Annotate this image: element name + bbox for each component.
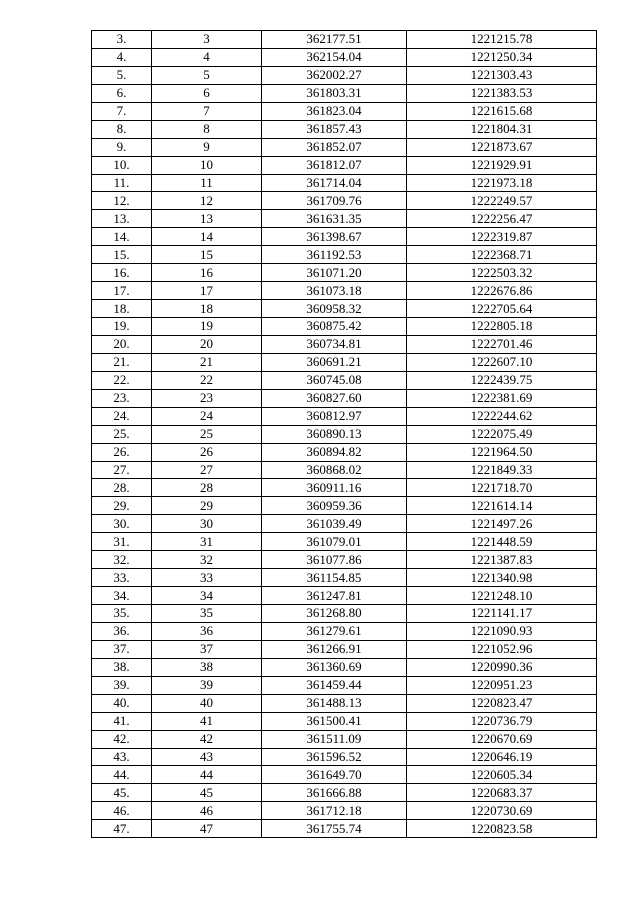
table-row: [92, 640, 597, 658]
point-number-cell: 14: [152, 228, 262, 246]
point-number-cell: 39: [152, 676, 262, 694]
y-coordinate-cell: 1221849.33: [407, 461, 597, 479]
table-row: [92, 246, 597, 264]
point-number-cell: 26: [152, 443, 262, 461]
row-index-cell: 16.: [92, 264, 152, 282]
y-coordinate-cell: 1222256.47: [407, 210, 597, 228]
row-index-cell: 11.: [92, 174, 152, 192]
row-index-cell: 30.: [92, 515, 152, 533]
table-row: [92, 389, 597, 407]
y-coordinate-cell: 1221964.50: [407, 443, 597, 461]
row-index-cell: 15.: [92, 246, 152, 264]
row-index-cell: 7.: [92, 102, 152, 120]
point-number-cell: 35: [152, 605, 262, 623]
point-number-cell: 31: [152, 533, 262, 551]
table-row: [92, 407, 597, 425]
table-row: [92, 766, 597, 784]
table-row: [92, 66, 597, 84]
point-number-cell: 3: [152, 31, 262, 49]
row-index-cell: 6.: [92, 84, 152, 102]
table-row: [92, 138, 597, 156]
x-coordinate-cell: 361666.88: [262, 784, 407, 802]
row-index-cell: 27.: [92, 461, 152, 479]
row-index-cell: 13.: [92, 210, 152, 228]
row-index-cell: 21.: [92, 353, 152, 371]
x-coordinate-cell: 361398.67: [262, 228, 407, 246]
x-coordinate-cell: 361823.04: [262, 102, 407, 120]
table-row: [92, 622, 597, 640]
table-row: [92, 371, 597, 389]
point-number-cell: 23: [152, 389, 262, 407]
table-row: [92, 48, 597, 66]
y-coordinate-cell: 1221929.91: [407, 156, 597, 174]
point-number-cell: 29: [152, 497, 262, 515]
table-row: [92, 84, 597, 102]
x-coordinate-cell: 360827.60: [262, 389, 407, 407]
x-coordinate-cell: 360745.08: [262, 371, 407, 389]
table-row: [92, 282, 597, 300]
x-coordinate-cell: 360911.16: [262, 479, 407, 497]
row-index-cell: 35.: [92, 605, 152, 623]
table-row: [92, 353, 597, 371]
point-number-cell: 8: [152, 120, 262, 138]
x-coordinate-cell: 361709.76: [262, 192, 407, 210]
row-index-cell: 36.: [92, 622, 152, 640]
y-coordinate-cell: 1220951.23: [407, 676, 597, 694]
point-number-cell: 16: [152, 264, 262, 282]
table-row: [92, 461, 597, 479]
table-row: [92, 820, 597, 838]
table-row: [92, 712, 597, 730]
y-coordinate-cell: 1220646.19: [407, 748, 597, 766]
point-number-cell: 7: [152, 102, 262, 120]
y-coordinate-cell: 1222368.71: [407, 246, 597, 264]
point-number-cell: 19: [152, 318, 262, 336]
y-coordinate-cell: 1221448.59: [407, 533, 597, 551]
point-number-cell: 30: [152, 515, 262, 533]
y-coordinate-cell: 1220670.69: [407, 730, 597, 748]
table-row: [92, 784, 597, 802]
y-coordinate-cell: 1221614.14: [407, 497, 597, 515]
y-coordinate-cell: 1220990.36: [407, 658, 597, 676]
table-row: [92, 748, 597, 766]
x-coordinate-cell: 361803.31: [262, 84, 407, 102]
x-coordinate-cell: 361073.18: [262, 282, 407, 300]
table-row: [92, 31, 597, 49]
x-coordinate-cell: 361268.80: [262, 605, 407, 623]
point-number-cell: 38: [152, 658, 262, 676]
point-number-cell: 45: [152, 784, 262, 802]
x-coordinate-cell: 361459.44: [262, 676, 407, 694]
row-index-cell: 28.: [92, 479, 152, 497]
y-coordinate-cell: 1221804.31: [407, 120, 597, 138]
point-number-cell: 40: [152, 694, 262, 712]
table-row: [92, 551, 597, 569]
point-number-cell: 5: [152, 66, 262, 84]
point-number-cell: 24: [152, 407, 262, 425]
y-coordinate-cell: 1221248.10: [407, 587, 597, 605]
point-number-cell: 36: [152, 622, 262, 640]
x-coordinate-cell: 362002.27: [262, 66, 407, 84]
point-number-cell: 32: [152, 551, 262, 569]
point-number-cell: 11: [152, 174, 262, 192]
y-coordinate-cell: 1221250.34: [407, 48, 597, 66]
y-coordinate-cell: 1222439.75: [407, 371, 597, 389]
row-index-cell: 18.: [92, 300, 152, 318]
row-index-cell: 17.: [92, 282, 152, 300]
row-index-cell: 40.: [92, 694, 152, 712]
row-index-cell: 24.: [92, 407, 152, 425]
row-index-cell: 37.: [92, 640, 152, 658]
row-index-cell: 34.: [92, 587, 152, 605]
point-number-cell: 20: [152, 335, 262, 353]
table-row: [92, 479, 597, 497]
x-coordinate-cell: 362177.51: [262, 31, 407, 49]
x-coordinate-cell: 361247.81: [262, 587, 407, 605]
x-coordinate-cell: 361077.86: [262, 551, 407, 569]
point-number-cell: 12: [152, 192, 262, 210]
y-coordinate-cell: 1220823.58: [407, 820, 597, 838]
row-index-cell: 46.: [92, 802, 152, 820]
x-coordinate-cell: 361500.41: [262, 712, 407, 730]
point-number-cell: 4: [152, 48, 262, 66]
x-coordinate-cell: 360958.32: [262, 300, 407, 318]
point-number-cell: 18: [152, 300, 262, 318]
y-coordinate-cell: 1221052.96: [407, 640, 597, 658]
x-coordinate-cell: 361192.53: [262, 246, 407, 264]
table-row: [92, 156, 597, 174]
point-number-cell: 9: [152, 138, 262, 156]
x-coordinate-cell: 361079.01: [262, 533, 407, 551]
x-coordinate-cell: 360890.13: [262, 425, 407, 443]
row-index-cell: 32.: [92, 551, 152, 569]
x-coordinate-cell: 361154.85: [262, 569, 407, 587]
row-index-cell: 44.: [92, 766, 152, 784]
y-coordinate-cell: 1222075.49: [407, 425, 597, 443]
y-coordinate-cell: 1221973.18: [407, 174, 597, 192]
x-coordinate-cell: 361039.49: [262, 515, 407, 533]
table-row: [92, 318, 597, 336]
y-coordinate-cell: 1222705.64: [407, 300, 597, 318]
table-row: [92, 658, 597, 676]
x-coordinate-cell: 360875.42: [262, 318, 407, 336]
row-index-cell: 5.: [92, 66, 152, 84]
x-coordinate-cell: 361812.07: [262, 156, 407, 174]
row-index-cell: 8.: [92, 120, 152, 138]
table-row: [92, 425, 597, 443]
row-index-cell: 29.: [92, 497, 152, 515]
table-row: [92, 730, 597, 748]
x-coordinate-cell: 361852.07: [262, 138, 407, 156]
point-number-cell: 44: [152, 766, 262, 784]
x-coordinate-cell: 361071.20: [262, 264, 407, 282]
x-coordinate-cell: 361360.69: [262, 658, 407, 676]
point-number-cell: 15: [152, 246, 262, 264]
point-number-cell: 33: [152, 569, 262, 587]
row-index-cell: 3.: [92, 31, 152, 49]
x-coordinate-cell: 360868.02: [262, 461, 407, 479]
x-coordinate-cell: 361279.61: [262, 622, 407, 640]
coordinates-table: [91, 30, 597, 838]
table-row: [92, 335, 597, 353]
point-number-cell: 43: [152, 748, 262, 766]
y-coordinate-cell: 1221141.17: [407, 605, 597, 623]
row-index-cell: 26.: [92, 443, 152, 461]
y-coordinate-cell: 1222503.32: [407, 264, 597, 282]
y-coordinate-cell: 1222701.46: [407, 335, 597, 353]
table-row: [92, 300, 597, 318]
x-coordinate-cell: 361631.35: [262, 210, 407, 228]
point-number-cell: 34: [152, 587, 262, 605]
table-row: [92, 676, 597, 694]
point-number-cell: 10: [152, 156, 262, 174]
point-number-cell: 28: [152, 479, 262, 497]
table-row: [92, 264, 597, 282]
row-index-cell: 33.: [92, 569, 152, 587]
row-index-cell: 4.: [92, 48, 152, 66]
table-row: [92, 192, 597, 210]
point-number-cell: 17: [152, 282, 262, 300]
x-coordinate-cell: 361857.43: [262, 120, 407, 138]
table-row: [92, 210, 597, 228]
table-row: [92, 228, 597, 246]
point-number-cell: 21: [152, 353, 262, 371]
y-coordinate-cell: 1222319.87: [407, 228, 597, 246]
row-index-cell: 41.: [92, 712, 152, 730]
table-row: [92, 174, 597, 192]
y-coordinate-cell: 1222676.86: [407, 282, 597, 300]
table-row: [92, 694, 597, 712]
row-index-cell: 19.: [92, 318, 152, 336]
y-coordinate-cell: 1220683.37: [407, 784, 597, 802]
y-coordinate-cell: 1220730.69: [407, 802, 597, 820]
row-index-cell: 10.: [92, 156, 152, 174]
row-index-cell: 12.: [92, 192, 152, 210]
table-row: [92, 497, 597, 515]
y-coordinate-cell: 1221215.78: [407, 31, 597, 49]
point-number-cell: 41: [152, 712, 262, 730]
x-coordinate-cell: 360812.97: [262, 407, 407, 425]
y-coordinate-cell: 1222381.69: [407, 389, 597, 407]
point-number-cell: 37: [152, 640, 262, 658]
point-number-cell: 27: [152, 461, 262, 479]
x-coordinate-cell: 361596.52: [262, 748, 407, 766]
y-coordinate-cell: 1222244.62: [407, 407, 597, 425]
y-coordinate-cell: 1221497.26: [407, 515, 597, 533]
row-index-cell: 47.: [92, 820, 152, 838]
x-coordinate-cell: 361755.74: [262, 820, 407, 838]
y-coordinate-cell: 1220605.34: [407, 766, 597, 784]
x-coordinate-cell: 361511.09: [262, 730, 407, 748]
table-row: [92, 533, 597, 551]
y-coordinate-cell: 1221873.67: [407, 138, 597, 156]
row-index-cell: 39.: [92, 676, 152, 694]
y-coordinate-cell: 1221383.53: [407, 84, 597, 102]
table-row: [92, 569, 597, 587]
x-coordinate-cell: 361488.13: [262, 694, 407, 712]
row-index-cell: 20.: [92, 335, 152, 353]
point-number-cell: 42: [152, 730, 262, 748]
y-coordinate-cell: 1221303.43: [407, 66, 597, 84]
x-coordinate-cell: 360734.81: [262, 335, 407, 353]
row-index-cell: 23.: [92, 389, 152, 407]
row-index-cell: 45.: [92, 784, 152, 802]
x-coordinate-cell: 362154.04: [262, 48, 407, 66]
point-number-cell: 25: [152, 425, 262, 443]
x-coordinate-cell: 360894.82: [262, 443, 407, 461]
table-row: [92, 102, 597, 120]
row-index-cell: 14.: [92, 228, 152, 246]
table-row: [92, 802, 597, 820]
y-coordinate-cell: 1222805.18: [407, 318, 597, 336]
table-row: [92, 120, 597, 138]
row-index-cell: 31.: [92, 533, 152, 551]
row-index-cell: 43.: [92, 748, 152, 766]
y-coordinate-cell: 1221615.68: [407, 102, 597, 120]
y-coordinate-cell: 1220823.47: [407, 694, 597, 712]
table-row: [92, 587, 597, 605]
row-index-cell: 38.: [92, 658, 152, 676]
point-number-cell: 22: [152, 371, 262, 389]
row-index-cell: 42.: [92, 730, 152, 748]
row-index-cell: 9.: [92, 138, 152, 156]
y-coordinate-cell: 1221387.83: [407, 551, 597, 569]
y-coordinate-cell: 1221090.93: [407, 622, 597, 640]
table-row: [92, 443, 597, 461]
point-number-cell: 6: [152, 84, 262, 102]
x-coordinate-cell: 361714.04: [262, 174, 407, 192]
y-coordinate-cell: 1220736.79: [407, 712, 597, 730]
point-number-cell: 13: [152, 210, 262, 228]
x-coordinate-cell: 361712.18: [262, 802, 407, 820]
x-coordinate-cell: 360691.21: [262, 353, 407, 371]
point-number-cell: 47: [152, 820, 262, 838]
x-coordinate-cell: 361266.91: [262, 640, 407, 658]
row-index-cell: 25.: [92, 425, 152, 443]
table-row: [92, 605, 597, 623]
table-row: [92, 515, 597, 533]
coordinates-table-body: [92, 31, 597, 838]
y-coordinate-cell: 1221718.70: [407, 479, 597, 497]
row-index-cell: 22.: [92, 371, 152, 389]
y-coordinate-cell: 1222249.57: [407, 192, 597, 210]
point-number-cell: 46: [152, 802, 262, 820]
y-coordinate-cell: 1222607.10: [407, 353, 597, 371]
y-coordinate-cell: 1221340.98: [407, 569, 597, 587]
x-coordinate-cell: 361649.70: [262, 766, 407, 784]
x-coordinate-cell: 360959.36: [262, 497, 407, 515]
